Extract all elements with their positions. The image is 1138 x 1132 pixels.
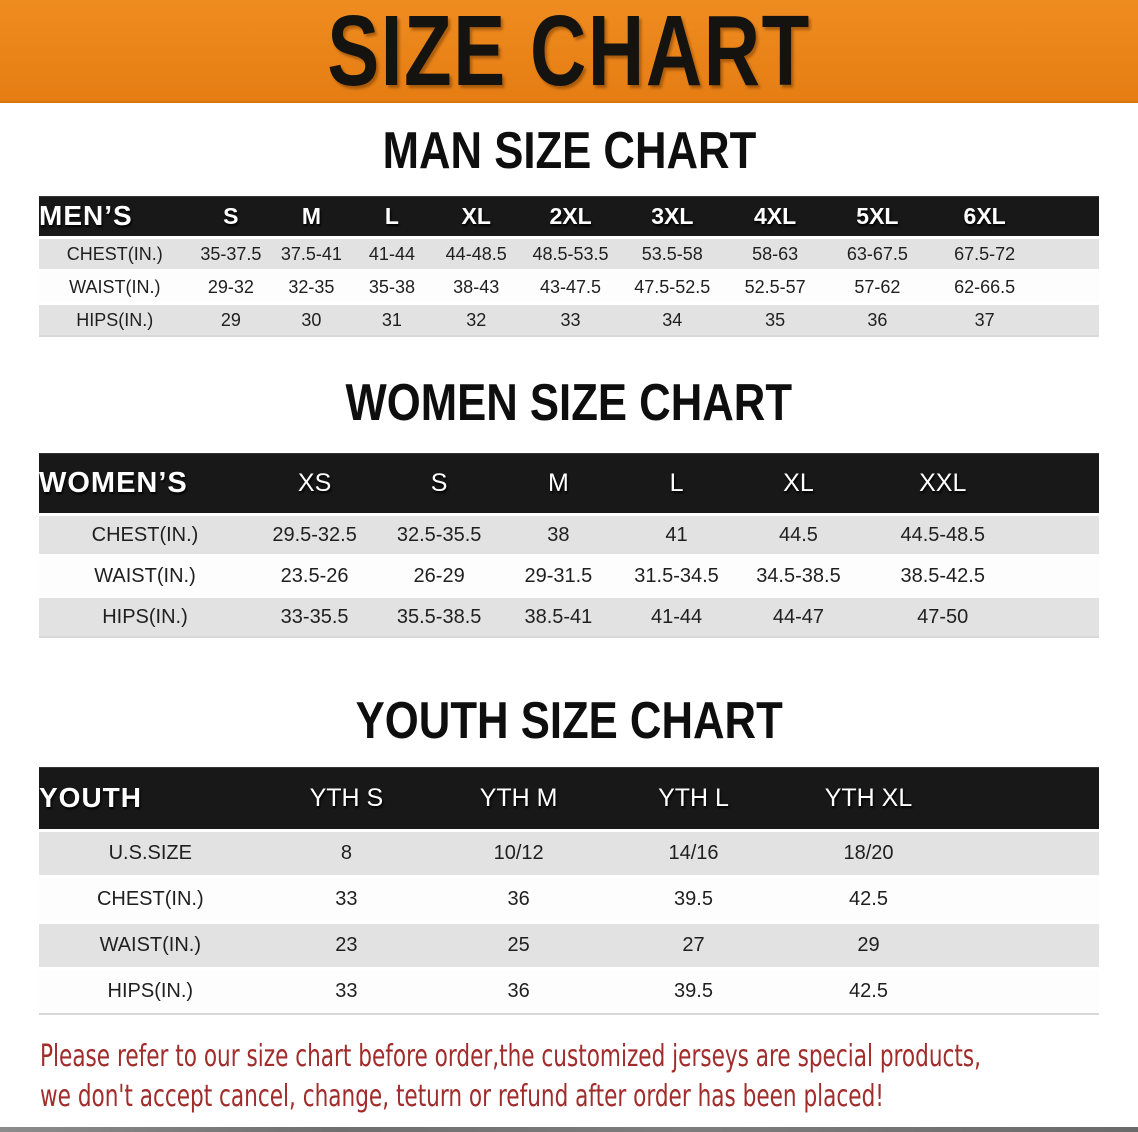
column-header: M	[500, 453, 617, 515]
disclaimer	[40, 1037, 1138, 1117]
value-cell: 37.5-41	[280, 244, 342, 264]
value-cell: 23.5-26	[280, 565, 349, 587]
value-cell: 25	[507, 934, 530, 956]
row-label-cell: U.S.SIZE	[108, 842, 192, 864]
column-header: 3XL	[621, 196, 724, 238]
men-section-heading	[0, 122, 1138, 180]
page-title: SIZE CHART	[327, 0, 811, 107]
value-cell: 63-67.5	[846, 244, 908, 264]
value-cell: 30	[301, 310, 322, 330]
column-header: L	[617, 453, 737, 515]
table-row	[39, 271, 1099, 304]
youth-table-header-row	[39, 767, 1099, 831]
value-cell: 26-29	[413, 565, 465, 587]
value-cell: 37	[974, 310, 995, 330]
value-cell: 34.5-38.5	[756, 565, 841, 587]
value-cell: 47.5-52.5	[634, 277, 711, 297]
column-header: YTH S	[262, 767, 432, 831]
value-cell: 29-32	[207, 277, 254, 297]
value-cell: 43-47.5	[540, 277, 602, 297]
value-cell: 42.5	[849, 888, 888, 910]
table-row	[39, 515, 1099, 556]
value-cell: 35	[765, 310, 786, 330]
men-section-heading-text: MAN SIZE CHART	[382, 122, 756, 180]
value-cell: 62-66.5	[954, 277, 1016, 297]
column-header: YTH XL	[781, 767, 1099, 831]
value-cell: 29-31.5	[524, 565, 593, 587]
column-header: XS	[251, 453, 378, 515]
youth-section-heading-text: YOUTH SIZE CHART	[355, 692, 783, 750]
value-cell: 44.5-48.5	[900, 524, 985, 546]
value-cell: 42.5	[849, 980, 888, 1002]
value-cell: 39.5	[674, 980, 713, 1002]
value-cell: 31	[381, 310, 402, 330]
value-cell: 34	[662, 310, 683, 330]
row-label-cell: WAIST(IN.)	[99, 934, 202, 956]
men-size-table	[39, 196, 1099, 337]
column-header: XL	[736, 453, 860, 515]
disclaimer-line-1-text: Please refer to our size chart before order,the customized jerseys are special products,	[40, 1039, 982, 1074]
table-row	[39, 304, 1099, 337]
youth-table-corner-label: YOUTH	[39, 767, 262, 831]
value-cell: 14/16	[668, 842, 719, 864]
value-cell: 35-37.5	[200, 244, 262, 264]
table-row	[39, 923, 1099, 969]
column-header: S	[191, 196, 272, 238]
value-cell: 39.5	[674, 888, 713, 910]
women-table-header-row	[39, 453, 1099, 515]
column-header: XXL	[860, 453, 1099, 515]
value-cell: 47-50	[917, 606, 969, 628]
row-label-cell: CHEST(IN.)	[91, 524, 199, 546]
disclaimer-line-1	[40, 1037, 1138, 1077]
table-row	[39, 877, 1099, 923]
value-cell: 23	[335, 934, 358, 956]
row-label-cell: HIPS(IN.)	[107, 980, 194, 1002]
row-label-cell: CHEST(IN.)	[66, 244, 163, 264]
value-cell: 27	[682, 934, 705, 956]
value-cell: 8	[340, 842, 352, 864]
youth-size-table	[39, 767, 1099, 1015]
women-size-table	[39, 453, 1099, 638]
value-cell: 41	[665, 524, 688, 546]
value-cell: 57-62	[854, 277, 901, 297]
value-cell: 35.5-38.5	[396, 606, 482, 628]
value-cell: 32-35	[288, 277, 335, 297]
column-header: YTH M	[431, 767, 606, 831]
column-header: 4XL	[724, 196, 827, 238]
value-cell: 41-44	[368, 244, 415, 264]
row-label-cell: CHEST(IN.)	[96, 888, 204, 910]
value-cell: 52.5-57	[744, 277, 806, 297]
bottom-crop-strip	[0, 1127, 1138, 1132]
row-label-cell: WAIST(IN.)	[69, 277, 161, 297]
row-label-cell: HIPS(IN.)	[102, 606, 188, 628]
column-header: 5XL	[827, 196, 929, 238]
value-cell: 44-48.5	[445, 244, 507, 264]
men-table-corner-label: MEN’S	[39, 196, 191, 238]
value-cell: 58-63	[752, 244, 799, 264]
column-header: 6XL	[928, 196, 1099, 238]
value-cell: 33-35.5	[280, 606, 349, 628]
column-header: YTH L	[606, 767, 781, 831]
value-cell: 36	[507, 888, 530, 910]
table-row	[39, 238, 1099, 271]
column-header: S	[378, 453, 500, 515]
value-cell: 44-47	[772, 606, 825, 628]
column-header: L	[352, 196, 433, 238]
disclaimer-line-2-text: we don't accept cancel, change, teturn or refund after order has been placed!	[40, 1079, 884, 1114]
value-cell: 35-38	[368, 277, 415, 297]
section-youth	[0, 692, 1138, 1015]
value-cell: 33	[335, 980, 358, 1002]
column-header: XL	[432, 196, 520, 238]
row-label-cell: WAIST(IN.)	[94, 565, 196, 587]
section-women	[0, 374, 1138, 638]
column-header: 2XL	[520, 196, 621, 238]
table-row	[39, 831, 1099, 877]
value-cell: 48.5-53.5	[532, 244, 609, 264]
women-section-heading	[0, 374, 1138, 432]
value-cell: 38.5-41	[524, 606, 593, 628]
value-cell: 18/20	[843, 842, 894, 864]
value-cell: 29	[220, 310, 241, 330]
value-cell: 32.5-35.5	[396, 524, 482, 546]
disclaimer-line-2	[40, 1077, 1138, 1117]
women-table-corner-label: WOMEN’S	[39, 453, 251, 515]
value-cell: 32	[466, 310, 487, 330]
value-cell: 41-44	[650, 606, 703, 628]
banner	[0, 0, 1138, 107]
value-cell: 38	[547, 524, 570, 546]
value-cell: 33	[335, 888, 358, 910]
women-section-heading-text: WOMEN SIZE CHART	[345, 374, 793, 432]
value-cell: 33	[560, 310, 581, 330]
value-cell: 31.5-34.5	[634, 565, 719, 587]
row-label-cell: HIPS(IN.)	[76, 310, 154, 330]
value-cell: 38.5-42.5	[900, 565, 985, 587]
value-cell: 29	[857, 934, 880, 956]
value-cell: 36	[507, 980, 530, 1002]
section-men	[0, 122, 1138, 337]
youth-section-heading	[0, 692, 1138, 750]
table-row	[39, 556, 1099, 597]
value-cell: 10/12	[493, 842, 544, 864]
table-row	[39, 969, 1099, 1015]
value-cell: 44.5	[778, 524, 818, 546]
men-table-header-row	[39, 196, 1099, 238]
value-cell: 67.5-72	[954, 244, 1016, 264]
column-header: M	[271, 196, 352, 238]
value-cell: 36	[867, 310, 888, 330]
value-cell: 38-43	[453, 277, 500, 297]
value-cell: 29.5-32.5	[272, 524, 357, 546]
value-cell: 53.5-58	[641, 244, 703, 264]
table-row	[39, 597, 1099, 638]
